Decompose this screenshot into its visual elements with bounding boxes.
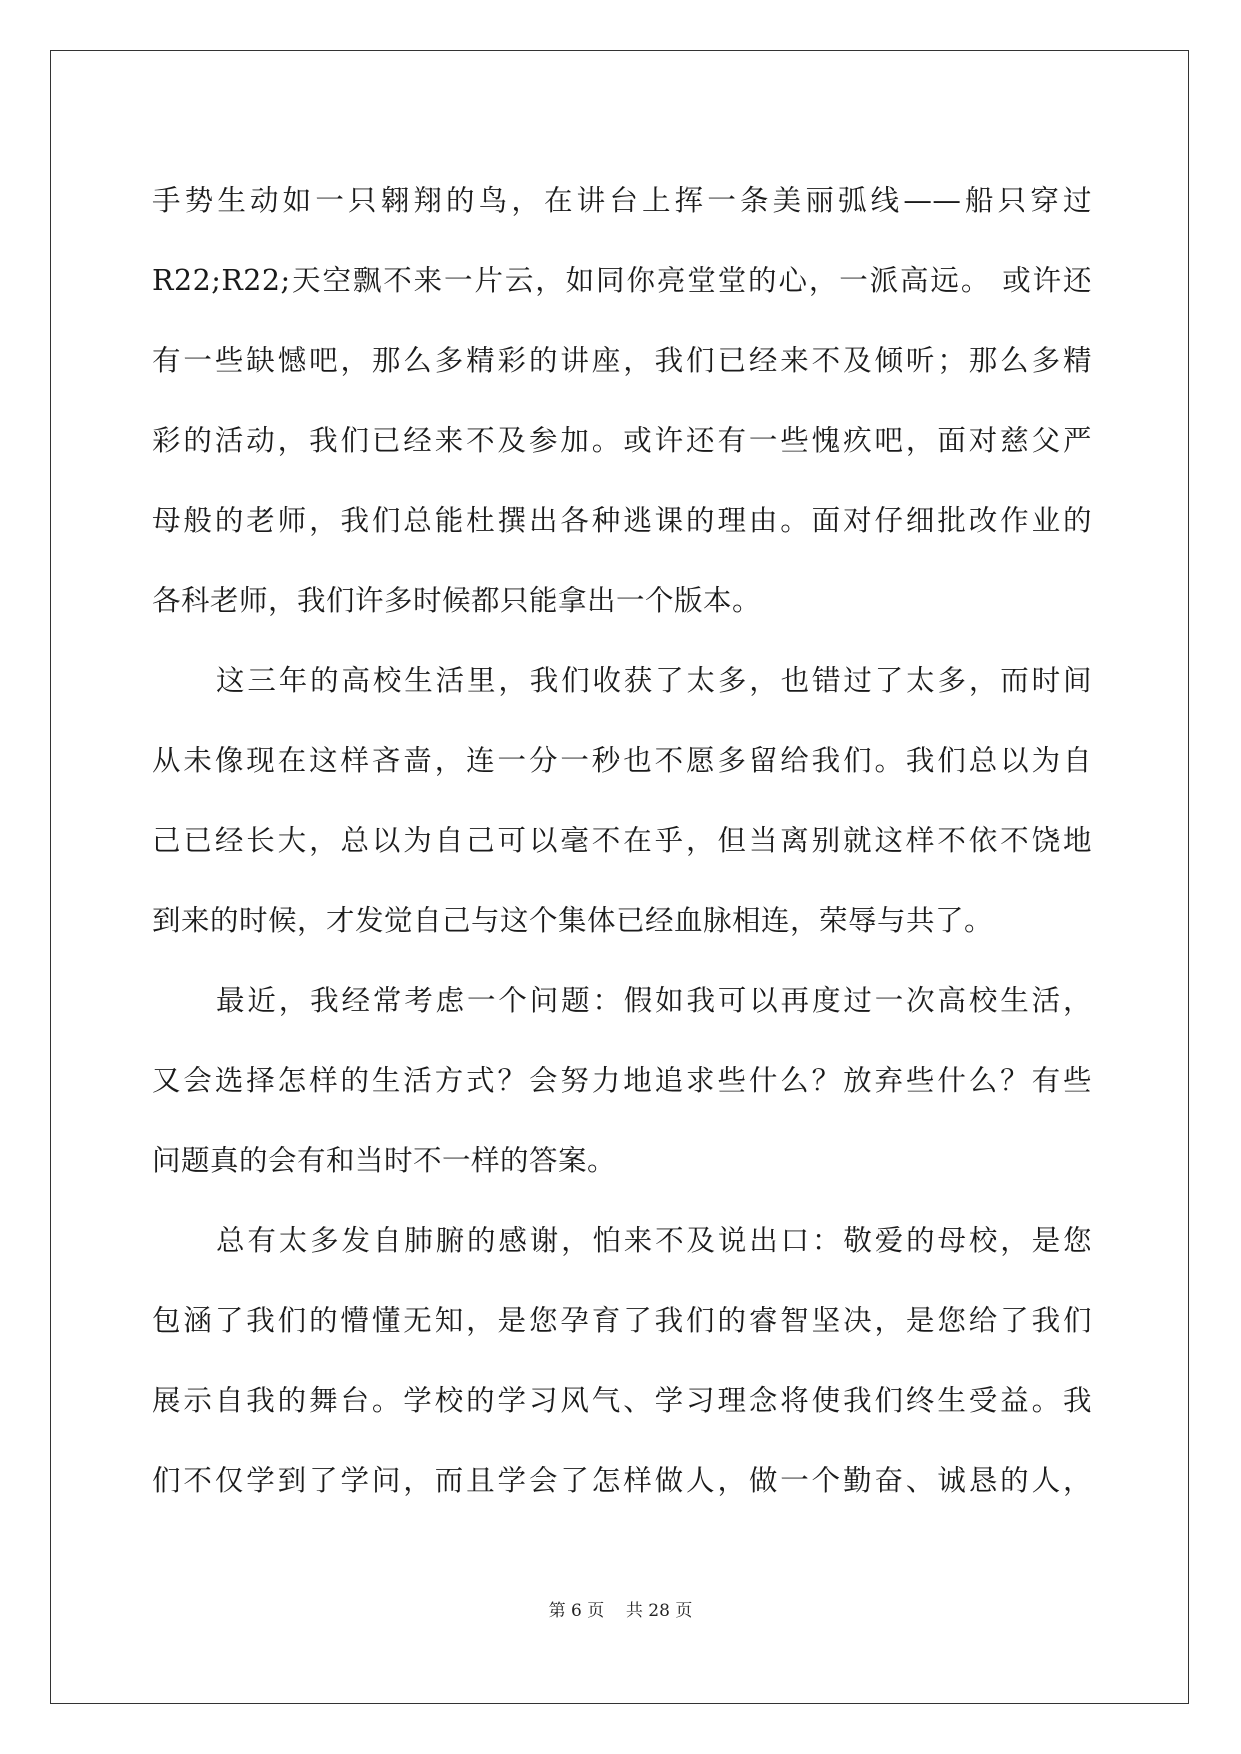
text-line: 有一些缺憾吧，那么多精彩的讲座，我们已经来不及倾听；那么多精 xyxy=(152,344,1092,377)
text-line: 己已经长大，总以为自己可以毫不在乎，但当离别就这样不依不饶地 xyxy=(152,824,1092,857)
text-line: 最近，我经常考虑一个问题：假如我可以再度过一次高校生活， xyxy=(216,984,1092,1017)
text-line: 这三年的高校生活里，我们收获了太多，也错过了太多，而时间 xyxy=(216,664,1092,697)
page-number-footer: 第 6 页 共 28 页 xyxy=(548,1601,693,1621)
text-line: 们不仅学到了学问，而且学会了怎样做人，做一个勤奋、诚恳的人， xyxy=(152,1464,1092,1497)
text-line: 各科老师，我们许多时候都只能拿出一个版本。 xyxy=(152,584,762,617)
text-line: 手势生动如一只翱翔的鸟，在讲台上挥一条美丽弧线——船只穿过 xyxy=(152,184,1092,217)
document-body xyxy=(152,161,1092,1521)
text-line: 包涵了我们的懵懂无知，是您孕育了我们的睿智坚决，是您给了我们 xyxy=(152,1304,1092,1337)
text-line: R22;R22;天空飘不来一片云，如同你亮堂堂的心，一派高远。 或许还 xyxy=(152,264,1092,297)
text-line: 展示自我的舞台。学校的学习风气、学习理念将使我们终生受益。我 xyxy=(152,1384,1092,1417)
text-line: 从未像现在这样吝啬，连一分一秒也不愿多留给我们。我们总以为自 xyxy=(152,744,1092,777)
text-line: 问题真的会有和当时不一样的答案。 xyxy=(152,1144,617,1177)
text-line: 又会选择怎样的生活方式？会努力地追求些什么？放弃些什么？有些 xyxy=(152,1064,1092,1097)
text-line: 母般的老师，我们总能杜撰出各种逃课的理由。面对仔细批改作业的 xyxy=(152,504,1092,537)
text-line: 到来的时候，才发觉自己与这个集体已经血脉相连，荣辱与共了。 xyxy=(152,904,994,937)
text-line: 彩的活动，我们已经来不及参加。或许还有一些愧疚吧，面对慈父严 xyxy=(152,424,1092,457)
text-line: 总有太多发自肺腑的感谢，怕来不及说出口：敬爱的母校，是您 xyxy=(216,1224,1092,1257)
